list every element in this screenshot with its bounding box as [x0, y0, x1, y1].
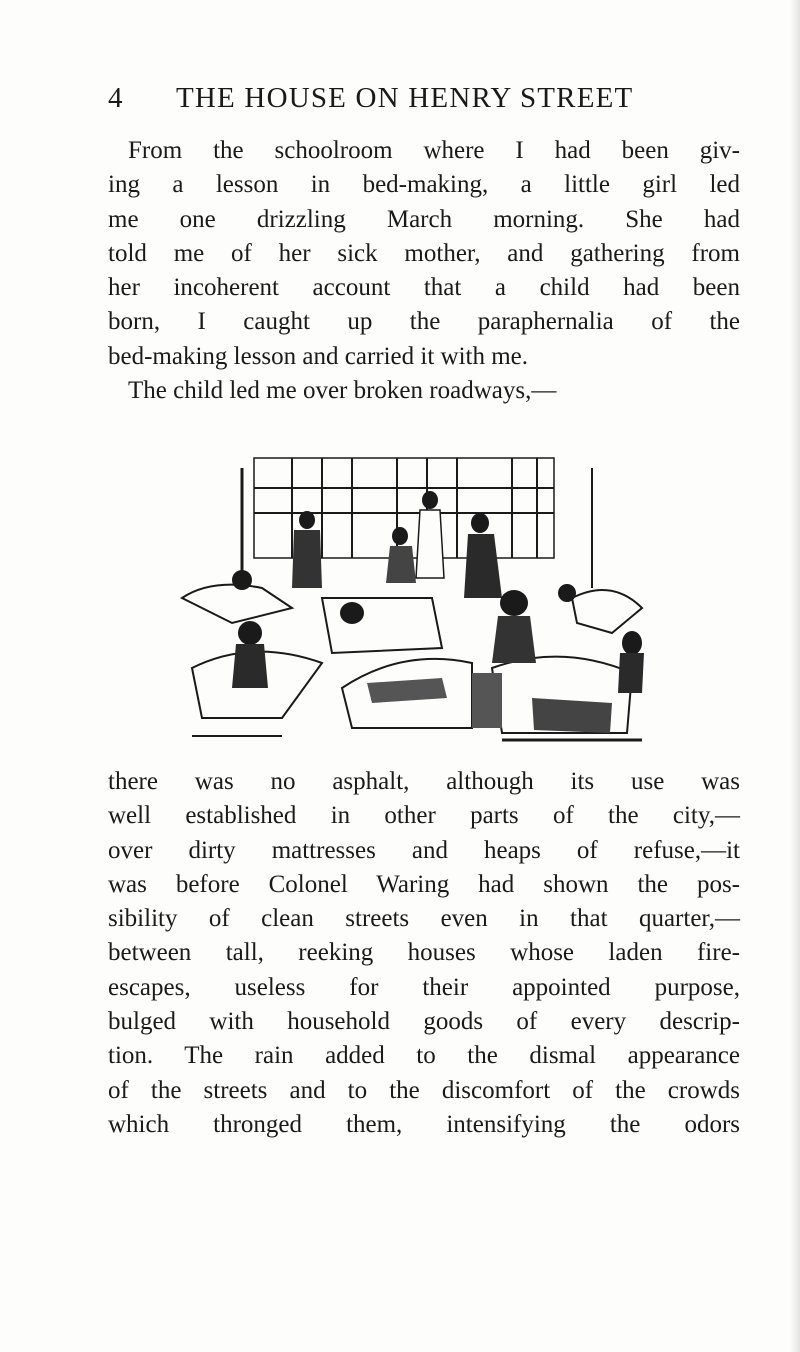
text-line: tion. The rain added to the dismal appearance	[108, 1042, 740, 1070]
text-line: sibility of clean streets even in that quarter,—	[108, 905, 740, 933]
text-line: The child led me over broken roadways,—	[128, 377, 557, 405]
lower-paragraph	[108, 765, 740, 1142]
page-edge-shadow	[790, 0, 800, 1352]
running-title: THE HOUSE ON HENRY STREET	[176, 82, 634, 114]
text-line: bulged with household goods of every descrip-	[108, 1008, 740, 1036]
text-line: was before Colonel Waring had shown the pos-	[108, 870, 740, 898]
text-line: between tall, reeking houses whose laden fire-	[108, 939, 740, 967]
classroom-bed-making-illustration	[172, 448, 652, 748]
text-line: me one drizzling March morning. She had	[108, 205, 740, 233]
text-line: escapes, useless for their appointed purpose,	[108, 973, 740, 1001]
text-line: told me of her sick mother, and gathering from	[108, 239, 740, 267]
text-line: well established in other parts of the city,—	[108, 802, 740, 830]
text-line: From the schoolroom where I had been giv-	[128, 137, 740, 164]
text-line: over dirty mattresses and heaps of refuse,—it	[108, 836, 740, 864]
page-number: 4	[108, 82, 123, 114]
running-header	[108, 82, 668, 122]
text-line: ing a lesson in bed-making, a little girl led	[108, 171, 740, 199]
illustration-drawing	[172, 448, 652, 748]
text-line: of the streets and to the discomfort of the crowds	[108, 1076, 740, 1104]
text-line: there was no asphalt, although its use was	[108, 768, 740, 795]
text-line: which thronged them, intensifying the odors	[108, 1110, 740, 1138]
upper-paragraph	[108, 134, 740, 408]
text-line: her incoherent account that a child had been	[108, 274, 740, 302]
text-line: born, I caught up the paraphernalia of the	[108, 308, 740, 336]
text-line: bed-making lesson and carried it with me.	[108, 342, 529, 370]
